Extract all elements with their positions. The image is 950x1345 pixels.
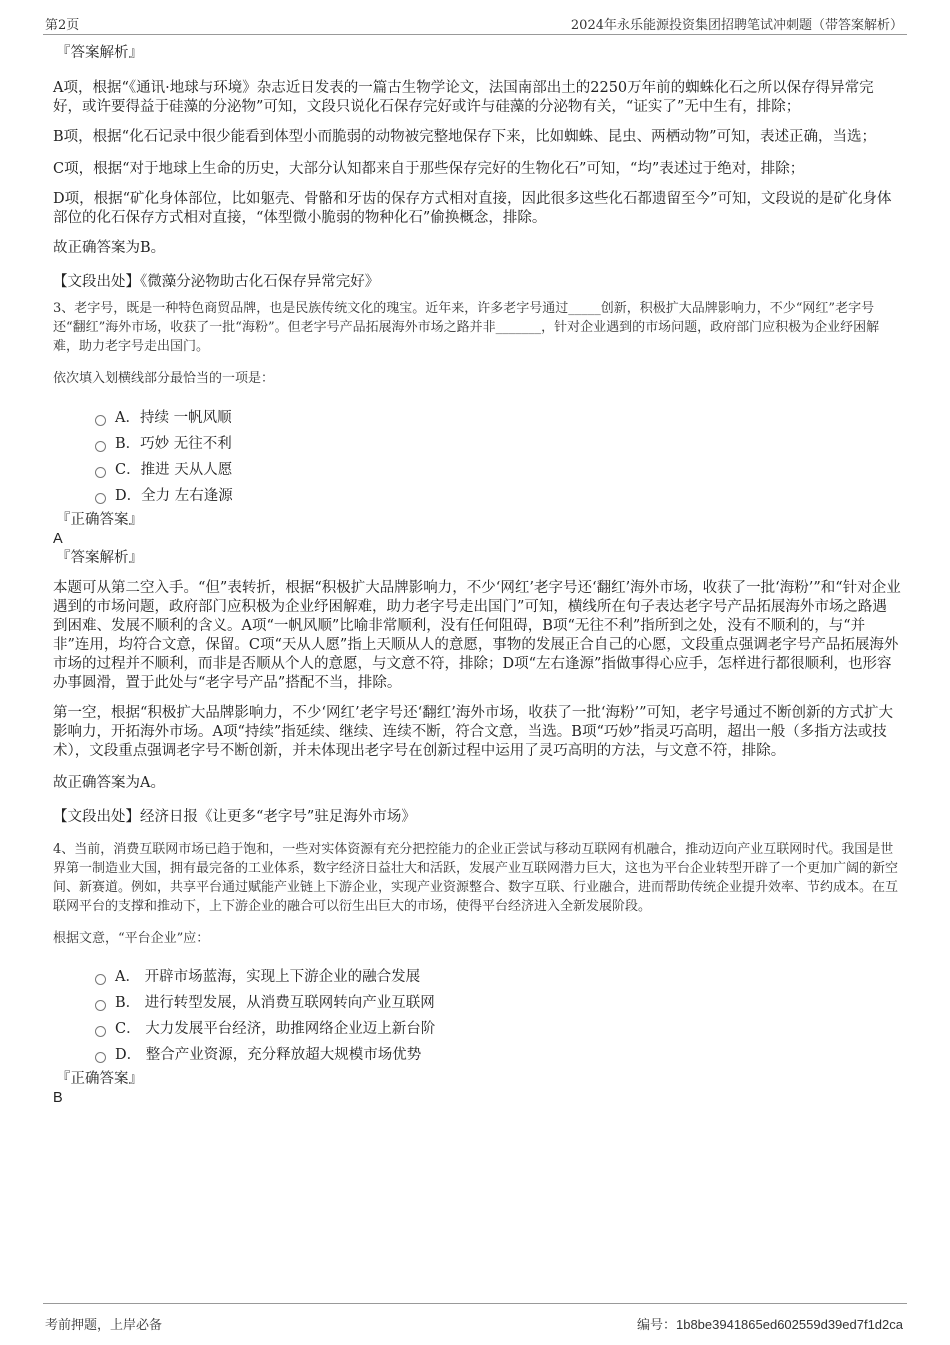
document-code (637, 1314, 903, 1333)
q2-analysis-c: C项，根据“对于地球上生命的历史，大部分认知都来自于那些保存完好的生物化石”可知，“均”表述过于绝对，排除； (53, 161, 805, 177)
radio-icon[interactable] (95, 1000, 106, 1011)
footer-note: 考前押题，上岸必备 (45, 1318, 163, 1333)
radio-icon[interactable] (95, 974, 106, 985)
code-value: 1b8be3941865ed602559d39ed7f1d2ca (675, 1317, 903, 1332)
document-title: 2024年永乐能源投资集团招聘笔试冲刺题（带答案解析） (570, 18, 903, 33)
q4-prompt: 根据文意，“平台企业”应： (53, 931, 210, 946)
page-content (53, 44, 901, 1108)
q3-option-c[interactable] (53, 457, 901, 483)
q3-conclusion: 故正确答案为A。 (53, 775, 165, 791)
radio-icon[interactable] (95, 441, 106, 452)
code-label: 编号： (636, 1318, 676, 1333)
q4-answer-label: 『正确答案』 (56, 1071, 143, 1087)
option-label: A． 开辟市场蓝海，实现上下游企业的融合发展 (115, 969, 421, 985)
q3-options (53, 405, 901, 509)
q4-option-c[interactable] (53, 1016, 901, 1042)
radio-icon[interactable] (95, 493, 106, 504)
q3-analysis-label: 『答案解析』 (56, 550, 143, 566)
page-number: 第2页 (45, 18, 80, 33)
q4-option-b[interactable] (53, 990, 901, 1016)
q3-answer: A (53, 531, 63, 547)
q3-stem: 3、老字号，既是一种特色商贸品牌，也是民族传统文化的瑰宝。近年来，许多老字号通过_____创新，积极扩大品牌影响力，不少“网红”老字号还“翻红”海外市场，收获了一批“海粉”。但老字号产品拓展海外市场之路并非_______，针对企业遇到的市场问题，政府部门应积极为企业纾困解难，助力老字号走出国门。 (53, 301, 880, 354)
q2-source: 【文段出处】《微藻分泌物助古化石保存异常完好》 (53, 274, 380, 290)
page-footer (43, 1303, 907, 1344)
q3-source: 【文段出处】经济日报《让更多“老字号”驻足海外市场》 (53, 809, 416, 825)
radio-icon[interactable] (95, 415, 106, 426)
q3-analysis-1: 本题可从第二空入手。“但”表转折，根据“积极扩大品牌影响力，不少‘网红’老字号还‘翻红’海外市场，收获了一批‘海粉’”和“针对企业遇到的市场问题，政府部门应积极为企业纾困解难，助力老字号走出国门”可知，横线所在句子表达老字号产品拓展海外市场之路遇到困难、发展不顺利的含义。A项“一帆风顺”比喻非常顺利，没有任何阻碍，B项“无往不利”指所到之处，没有不顺利的，与“并非”连用，均符合文意，保留。C项“天从人愿”指上天顺从人的意愿，事物的发展正合自己的心愿，文段重点强调老字号产品拓展海外市场的过程并不顺利，而非是否顺从个人的意愿，与文意不符，排除；D项“左右逢源”指做事得心应手，怎样进行都很顺利，也形容办事圆滑，置于此处与“老字号产品”搭配不当，排除。 (53, 580, 901, 691)
q3-answer-label: 『正确答案』 (56, 512, 143, 528)
q4-stem: 4、当前，消费互联网市场已趋于饱和，一些对实体资源有充分把控能力的企业正尝试与移动互联网有机融合，推动迈向产业互联网时代。我国是世界第一制造业大国，拥有最完备的工业体系，数字经济日益壮大和活跃，发展产业互联网潜力巨大，这也为平台企业转型开辟了一个更加广阔的新空间、新赛道。例如，共享平台通过赋能产业链上下游企业，实现产业资源整合、数字互联、行业融合，进而帮助传统企业提升效率、节约成本。在互联网平台的支撑和推动下，上下游企业的融合可以衍生出巨大的市场，使得平台经济进入全新发展阶段。 (53, 842, 899, 914)
q4-answer: B (53, 1090, 63, 1106)
option-label: C． 大力发展平台经济，助推网络企业迈上新台阶 (115, 1021, 436, 1037)
option-label: D．全力 左右逢源 (115, 488, 233, 504)
radio-icon[interactable] (95, 1052, 106, 1063)
q3-option-a[interactable] (53, 405, 901, 431)
option-label: D． 整合产业资源，充分释放超大规模市场优势 (115, 1047, 422, 1063)
q2-analysis-d: D项，根据“矿化身体部位，比如躯壳、骨骼和牙齿的保存方式相对直接，因此很多这些化石都遗留至今”可知，文段说的是矿化身体部位的化石保存方式相对直接，“体型微小脆弱的物种化石”偷换概念，排除。 (53, 191, 892, 226)
q2-conclusion: 故正确答案为B。 (53, 240, 166, 256)
q4-options (53, 964, 901, 1068)
q2-analysis-a: A项，根据“《通讯·地球与环境》杂志近日发表的一篇古生物学论文，法国南部出土的2250万年前的蜘蛛化石之所以保存得异常完好，或许要得益于硅藻的分泌物”可知，文段只说化石保存完好或许与硅藻的分泌物有关，“证实了”无中生有，排除； (53, 80, 874, 115)
option-label: A．持续 一帆风顺 (115, 410, 232, 426)
q3-prompt: 依次填入划横线部分最恰当的一项是： (53, 371, 275, 386)
option-label: C．推进 天从人愿 (115, 462, 233, 478)
q2-analysis-b: B项，根据“化石记录中很少能看到体型小而脆弱的动物被完整地保存下来，比如蜘蛛、昆虫、两栖动物”可知，表述正确，当选； (53, 129, 876, 145)
radio-icon[interactable] (95, 1026, 106, 1037)
radio-icon[interactable] (95, 467, 106, 478)
option-label: B． 进行转型发展，从消费互联网转向产业互联网 (115, 995, 435, 1011)
page-header (43, 12, 907, 35)
q3-option-d[interactable] (53, 483, 901, 509)
q4-option-d[interactable] (53, 1042, 901, 1068)
q2-analysis-label: 『答案解析』 (56, 45, 143, 61)
q3-option-b[interactable] (53, 431, 901, 457)
q3-analysis-2: 第一空，根据“积极扩大品牌影响力，不少‘网红’老字号还‘翻红’海外市场，收获了一批‘海粉’”可知，老字号通过不断创新的方式扩大影响力，开拓海外市场。A项“持续”指延续、继续、连续不断，符合文意，当选。B项“巧妙”指灵巧高明，超出一般（多指方法或技术），文段重点强调老字号不断创新，并未体现出老字号在创新过程中运用了灵巧高明的方法，与文意不符，排除。 (53, 705, 893, 759)
option-label: B．巧妙 无往不利 (115, 436, 232, 452)
q4-option-a[interactable] (53, 964, 901, 990)
